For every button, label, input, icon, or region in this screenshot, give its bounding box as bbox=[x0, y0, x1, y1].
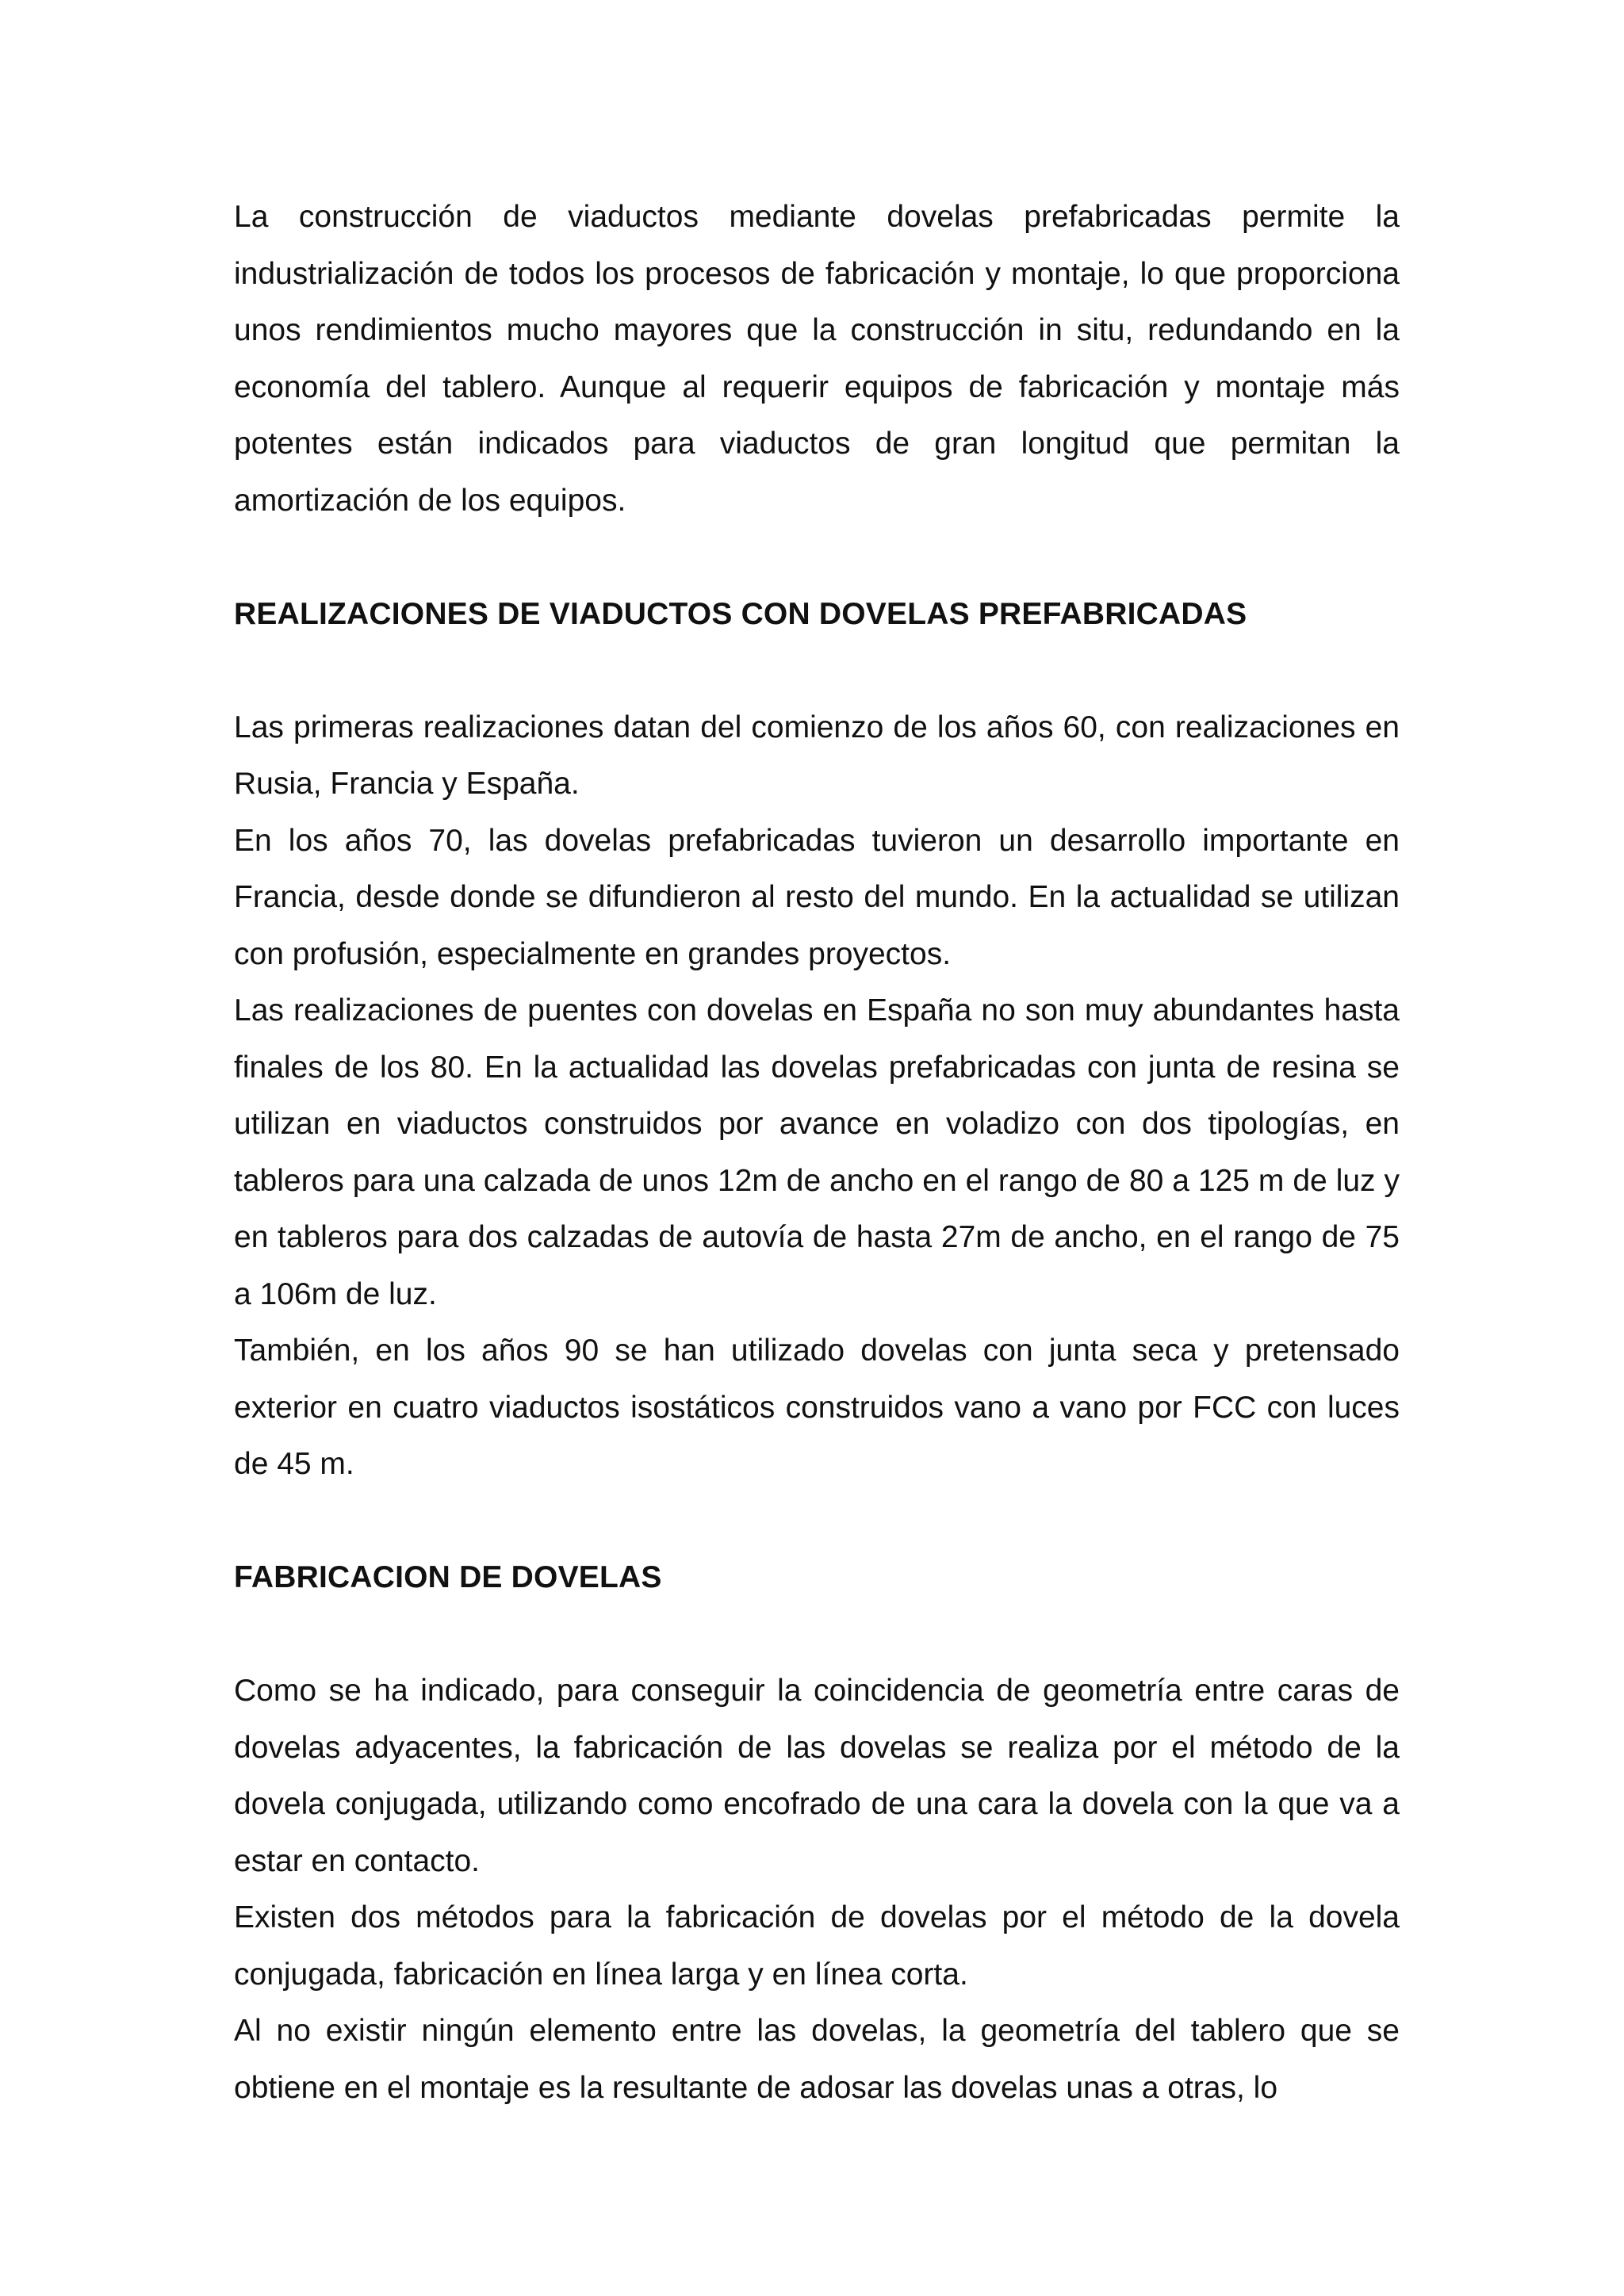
spacer bbox=[234, 642, 1400, 699]
paragraph-dos-metodos: Existen dos métodos para la fabricación de dovelas por el método de la dovela conjugada, fabricación en línea larga y en línea corta. bbox=[234, 1900, 1400, 1992]
spacer bbox=[234, 1606, 1400, 1663]
paragraph-anos-90: También, en los años 90 se han utilizado dovelas con junta seca y pretensado exterior en cuatro viaductos isostáticos construidos vano a vano por FCC con luces de 45 m. bbox=[234, 1334, 1400, 1481]
paragraph-espana: Las realizaciones de puentes con dovelas en España no son muy abundantes hasta finales de los 80. En la actualidad las dovelas prefabricadas con junta de resina se utilizan en viaductos construidos por avance en voladizo con dos tipologías, en tableros para una calzada de unos 12m de ancho en el rango de 80 a 125 m de luz y en tableros para dos calzadas de autovía de hasta 27m de ancho, en el rango de 75 a 106m de luz. bbox=[234, 993, 1400, 1311]
intro-paragraph: La construcción de viaductos mediante dovelas prefabricadas permite la industrialización de todos los procesos de fabricación y montaje, lo que proporciona unos rendimientos mucho mayores que la construcción in situ, redundando en la economía del tablero. Aunque al requerir equipos de fabricación y montaje más potentes están indicados para viaductos de gran longitud que permitan la amortización de los equipos. bbox=[234, 200, 1400, 518]
paragraph-dovela-conjugada: Como se ha indicado, para conseguir la coincidencia de geometría entre caras de dovelas adyacentes, la fabricación de las dovelas se realiza por el método de la dovela conjugada, utilizando como encofrado de una cara la dovela con la que va a estar en contacto. bbox=[234, 1674, 1400, 1878]
section-heading-fabricacion: FABRICACION DE DOVELAS bbox=[234, 1560, 662, 1594]
spacer bbox=[234, 529, 1400, 586]
paragraph-primeras-realizaciones: Las primeras realizaciones datan del comienzo de los años 60, con realizaciones en Rusia, Francia y España. bbox=[234, 710, 1400, 801]
spacer bbox=[234, 1493, 1400, 1550]
section-heading-realizaciones: REALIZACIONES DE VIADUCTOS CON DOVELAS PREFABRICADAS bbox=[234, 596, 1247, 631]
document-page bbox=[234, 189, 1400, 2116]
paragraph-geometria-tablero: Al no existir ningún elemento entre las dovelas, la geometría del tablero que se obtiene en el montaje es la resultante de adosar las dovelas unas a otras, lo bbox=[234, 2014, 1400, 2105]
paragraph-anos-70: En los años 70, las dovelas prefabricadas tuvieron un desarrollo importante en Francia, desde donde se difundieron al resto del mundo. En la actualidad se utilizan con profusión, especialmente en grandes proyectos. bbox=[234, 823, 1400, 971]
